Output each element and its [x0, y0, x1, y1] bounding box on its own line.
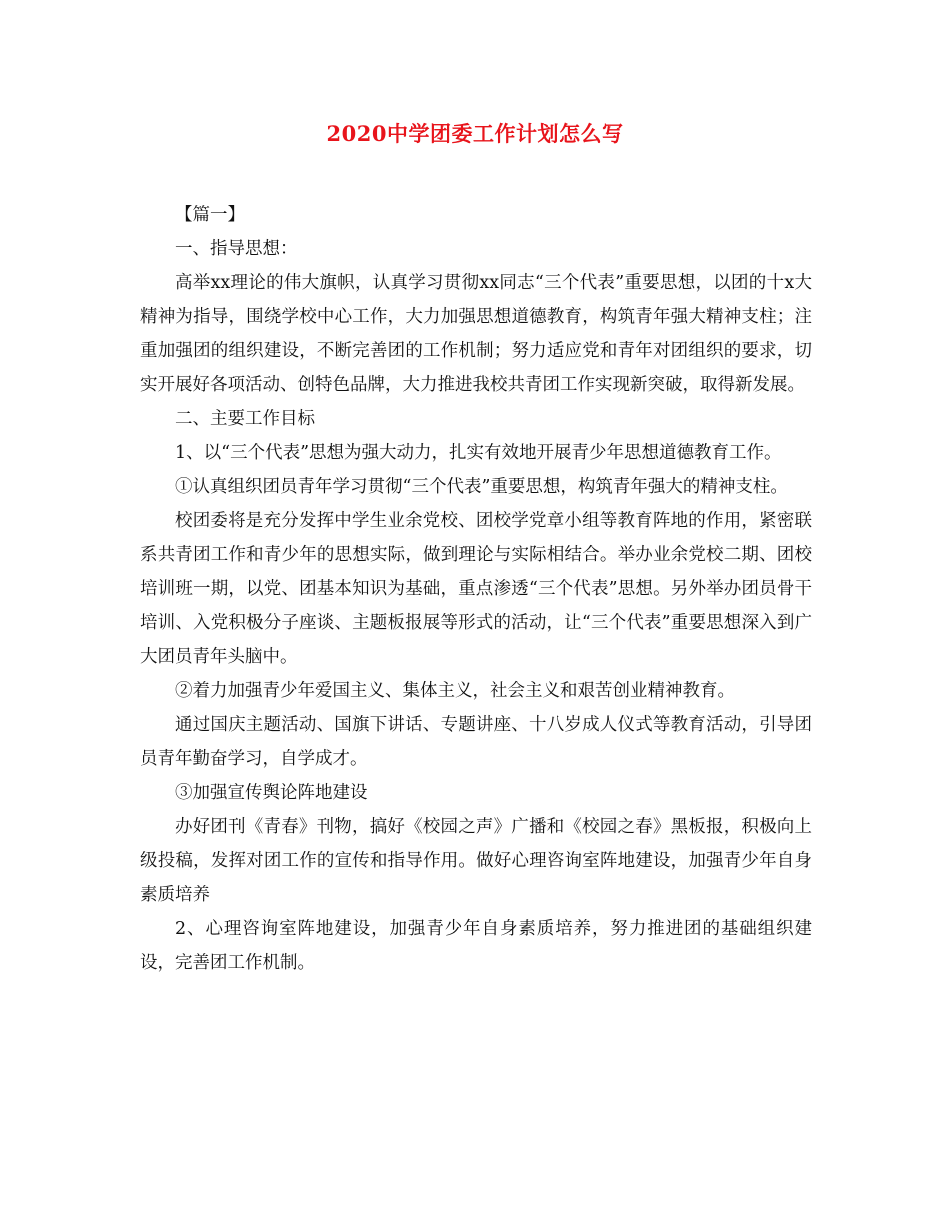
document-body: [140, 198, 812, 980]
subheading-guiding-ideology: 一、指导思想：: [175, 239, 298, 259]
paragraph: 通过国庆主题活动、国旗下讲话、专题讲座、十八岁成人仪式等教育活动，引导团员青年勤奋学习，自学成才。: [140, 715, 812, 769]
paragraph: ②着力加强青少年爱国主义、集体主义，社会主义和艰苦创业精神教育。: [175, 681, 735, 701]
section-heading: 【篇一】: [175, 205, 245, 225]
paragraph: ①认真组织团员青年学习贯彻“三个代表”重要思想，构筑青年强大的精神支柱。: [175, 477, 788, 497]
paragraph: 校团委将是充分发挥中学生业余党校、团校学党章小组等教育阵地的作用，紧密联系共青团工作和青少年的思想实际，做到理论与实际相结合。举办业余党校二期、团校培训班一期，以党、团基本知识为基础，重点渗透“三个代表”思想。另外举办团员骨干培训、入党积极分子座谈、主题板报展等形式的活动，让“三个代表”重要思想深入到广大团员青年头脑中。: [140, 511, 812, 667]
subheading-main-goals: 二、主要工作目标: [175, 409, 315, 429]
paragraph: ③加强宣传舆论阵地建设: [175, 783, 368, 803]
document-title: 2020中学团委工作计划怎么写: [326, 121, 624, 146]
paragraph: 高举xx理论的伟大旗帜，认真学习贯彻xx同志“三个代表”重要思想，以团的十x大精神为指导，围绕学校中心工作，大力加强思想道德教育，构筑青年强大精神支柱；注重加强团的组织建设，不断完善团的工作机制；努力适应党和青年对团组织的要求，切实开展好各项活动、创特色品牌，大力推进我校共青团工作实现新突破，取得新发展。: [140, 273, 812, 395]
paragraph: 2、心理咨询室阵地建设，加强青少年自身素质培养，努力推进团的基础组织建设，完善团工作机制。: [140, 919, 812, 973]
paragraph: 办好团刊《青春》刊物，搞好《校园之声》广播和《校园之春》黑板报，积极向上级投稿，发挥对团工作的宣传和指导作用。做好心理咨询室阵地建设，加强青少年自身素质培养: [140, 817, 812, 905]
paragraph: 1、以“三个代表”思想为强大动力，扎实有效地开展青少年思想道德教育工作。: [175, 443, 782, 463]
